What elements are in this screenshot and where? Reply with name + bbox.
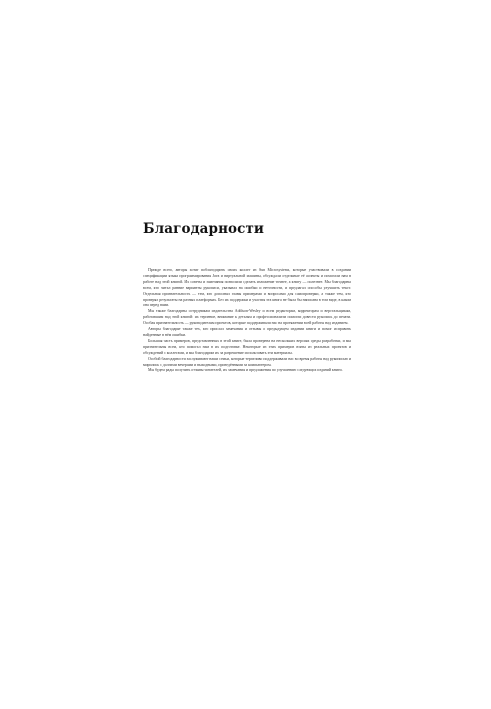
page-heading: Благодарности [143, 221, 265, 237]
acknowledgements-body [143, 268, 351, 374]
paragraph: Большая часть примеров, представленных в этой книге, была проверена на нескольких версиях среды разработки, и мы признательны всем, кто помогал нам в их подготовке. Некоторые из этих примеров взяты из реальных проектов и обсуждений с коллегами, и мы благодарим их за разрешение использовать эти материалы. [143, 338, 351, 355]
paragraph: Мы также благодарны сотрудникам издательства Addison-Wesley и всем редакторам, корректорам и верстальщикам, работавшим над этой книгой: их терпение, внимание к деталям и профессионализм помогли довести рукопись до печати. Особая признательность — руководителям проектов, которые поддерживали нас на протяжении всей работы над изданием. [143, 309, 351, 326]
paragraph: Особой благодарности заслуживают наши семьи, которые терпеливо поддерживали нас во время работы над рукописью и мирились с долгими вечерами и выходными, проведёнными за компьютером. [143, 356, 351, 367]
paragraph: Прежде всего, авторы хотят поблагодарить своих коллег из Sun Microsystems, которые участвовали в создании спецификации языка программирования Java и виртуальной машины, обсуждали отдельные её аспекты и помогали нам в работе над этой книгой. Их советы и замечания позволили сделать изложение точнее, а книгу — полезнее. Мы благодарны всем, кто читал ранние варианты рукописи, указывал на ошибки и неточности, и предлагал способы улучшить текст. Отдельная признательность — тем, кто дополнял главы примерами и вопросами для самопроверки, а также тем, кто проверял результаты на разных платформах. Без их поддержки и участия эта книга не была бы написана в том виде, в каком она перед вами. [143, 268, 351, 308]
paragraph: Авторы благодарят также тех, кто прислал замечания и отзывы о предыдущем издании книги и помог исправить найденные в нём ошибки. [143, 327, 351, 337]
paragraph: Мы будем рады получить отзывы читателей, их замечания и предложения по улучшению следующих изданий книги. [148, 368, 343, 373]
